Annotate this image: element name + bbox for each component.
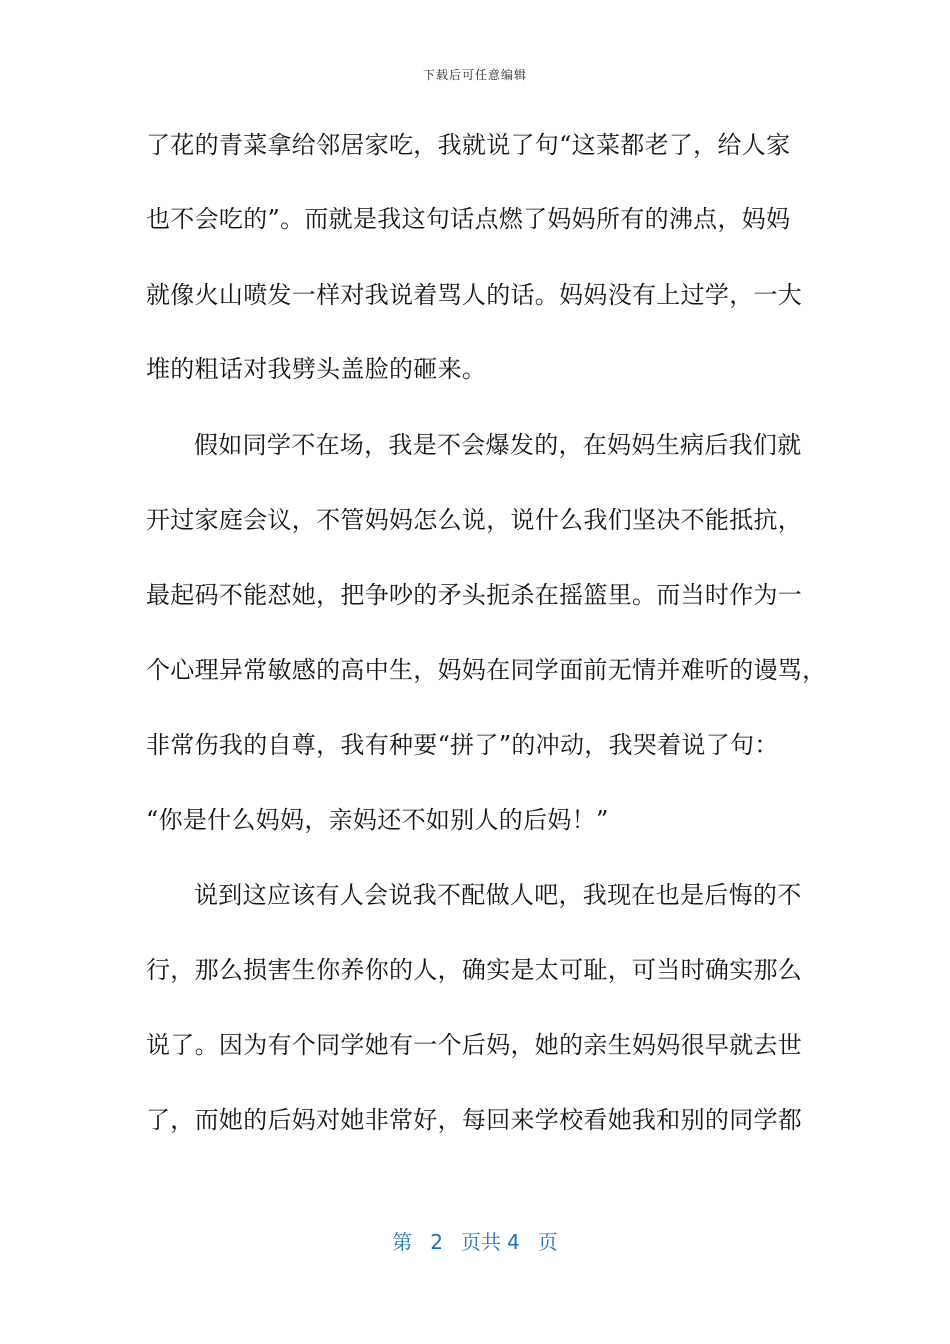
footer-prefix: 第 — [392, 1230, 413, 1254]
text-line: 非常伤我的自尊，我有种要“拼了”的冲动，我哭着说了句： — [146, 731, 779, 759]
footer-middle: 页共 — [461, 1230, 501, 1254]
footer-page-number: 2 — [430, 1230, 443, 1254]
page-footer — [0, 1226, 950, 1255]
text-line: 就像火山喷发一样对我说着骂人的话。妈妈没有上过学，一大 — [146, 281, 803, 309]
text-line: 行，那么损害生你养你的人，确实是太可耻，可当时确实那么 — [146, 956, 803, 984]
text-line: 了，而她的后妈对她非常好，每回来学校看她我和别的同学都 — [146, 1106, 803, 1134]
paragraph-first-line: 假如同学不在场，我是不会爆发的，在妈妈生病后我们就 — [194, 431, 802, 459]
footer-total-pages: 4 — [507, 1230, 520, 1254]
text-line: 了花的青菜拿给邻居家吃，我就说了句“这菜都老了，给人家 — [146, 131, 791, 159]
text-line: 个心理异常敏感的高中生，妈妈在同学面前无情并难听的谩骂， — [146, 656, 827, 684]
header-note: 下载后可任意编辑 — [422, 68, 527, 82]
paragraph-first-line: 说到这应该有人会说我不配做人吧，我现在也是后悔的不 — [194, 881, 802, 909]
text-line: 开过家庭会议，不管妈妈怎么说，说什么我们坚决不能抵抗， — [146, 506, 803, 534]
text-line: 说了。因为有个同学她有一个后妈，她的亲生妈妈很早就去世 — [146, 1031, 803, 1059]
footer-suffix: 页 — [537, 1230, 558, 1254]
text-line: 最起码不能怼她，把争吵的矛头扼杀在摇篮里。而当时作为一 — [146, 581, 803, 609]
text-line: 也不会吃的”。而就是我这句话点燃了妈妈所有的沸点，妈妈 — [146, 205, 791, 233]
text-line: “你是什么妈妈，亲妈还不如别人的后妈！” — [146, 806, 609, 834]
text-line: 堆的粗话对我劈头盖脸的砸来。 — [146, 355, 487, 383]
